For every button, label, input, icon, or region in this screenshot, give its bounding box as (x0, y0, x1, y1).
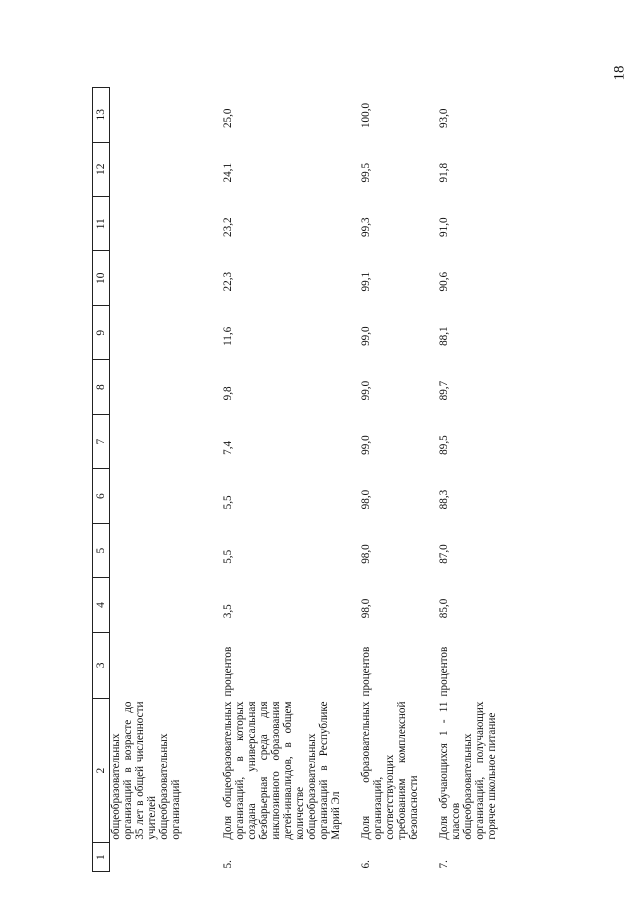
indicator-name: общеобразовательных организаций в возрасте до 35 лет в общей численности учителей общеобразовательных организаций (110, 701, 182, 840)
indicator-name: Доля образовательных организаций, соответствующих требованиям комплексной безопасности (360, 701, 420, 840)
value-cell (110, 578, 223, 632)
value-cell: 7,4 (222, 440, 234, 455)
value-cell: 88,1 (438, 326, 450, 346)
value-cell (110, 305, 223, 359)
row-number: 7. (438, 860, 450, 869)
value-cell: 98,0 (360, 544, 372, 564)
page-number: 18 (611, 65, 628, 81)
value-cell (110, 142, 223, 196)
column-header: 4 (93, 578, 110, 632)
column-header: 11 (93, 197, 110, 251)
value-cell: 23,2 (222, 217, 234, 237)
value-cell: 5,5 (222, 495, 234, 510)
value-cell: 99,3 (360, 217, 372, 237)
value-cell: 9,8 (222, 386, 234, 401)
value-cell: 88,3 (438, 489, 450, 510)
value-cell: 99,0 (360, 380, 372, 401)
column-header: 3 (93, 632, 110, 698)
value-cell (110, 251, 223, 305)
value-cell: 85,0 (438, 598, 450, 619)
value-cell: 24,1 (222, 162, 234, 183)
value-cell (110, 88, 223, 143)
table-row-5 (222, 88, 360, 872)
column-header: 1 (93, 843, 110, 872)
column-header: 9 (93, 305, 110, 359)
column-header: 5 (93, 523, 110, 577)
value-cell (110, 414, 223, 468)
row-number (110, 843, 223, 872)
indicator-name: Доля общеобразовательных организаций, в которых создана универсальная безбарьерная среда для инклюзивного образования детей-инвалидов, в общем количестве общеобразовательных организаций в Республике Марий Эл (222, 701, 342, 840)
value-cell: 100,0 (360, 102, 372, 129)
indicator-unit: процентов (360, 646, 372, 697)
indicator-unit: процентов (438, 646, 450, 697)
column-header: 7 (93, 414, 110, 468)
column-header: 13 (93, 88, 110, 143)
value-cell: 5,5 (222, 549, 234, 564)
indicator-name: Доля обучающихся 1 - 11 классов общеобразовательных организаций, получающих горячее школьное питание (438, 701, 498, 840)
value-cell (110, 197, 223, 251)
table-row-continuation (110, 88, 223, 872)
indicator-unit (110, 632, 223, 698)
value-cell (110, 360, 223, 414)
value-cell: 87,0 (438, 544, 450, 564)
column-header: 2 (93, 698, 110, 842)
value-cell: 93,0 (438, 108, 450, 129)
value-cell: 89,5 (438, 435, 450, 455)
value-cell: 99,5 (360, 162, 372, 183)
table-row-6 (360, 88, 438, 872)
value-cell: 91,8 (438, 162, 450, 183)
column-header: 12 (93, 142, 110, 196)
value-cell: 89,7 (438, 380, 450, 401)
value-cell: 91,0 (438, 217, 450, 237)
value-cell: 11,6 (222, 326, 234, 346)
value-cell: 22,3 (222, 271, 234, 292)
column-header: 6 (93, 469, 110, 523)
value-cell: 25,0 (222, 108, 234, 129)
table-row-7 (438, 88, 498, 872)
column-header: 8 (93, 360, 110, 414)
value-cell: 99,0 (360, 326, 372, 346)
value-cell (110, 523, 223, 577)
value-cell: 98,0 (360, 489, 372, 510)
row-number: 6. (360, 860, 372, 869)
value-cell: 3,5 (222, 604, 234, 619)
value-cell: 99,0 (360, 435, 372, 455)
value-cell: 90,6 (438, 271, 450, 292)
value-cell: 99,1 (360, 271, 372, 292)
value-cell (110, 469, 223, 523)
value-cell: 98,0 (360, 598, 372, 619)
indicators-table (92, 87, 498, 872)
column-header: 10 (93, 251, 110, 305)
rotated-table-wrapper (92, 87, 638, 872)
row-number: 5. (222, 860, 234, 869)
column-number-row (93, 88, 110, 872)
indicator-unit: процентов (222, 646, 234, 697)
